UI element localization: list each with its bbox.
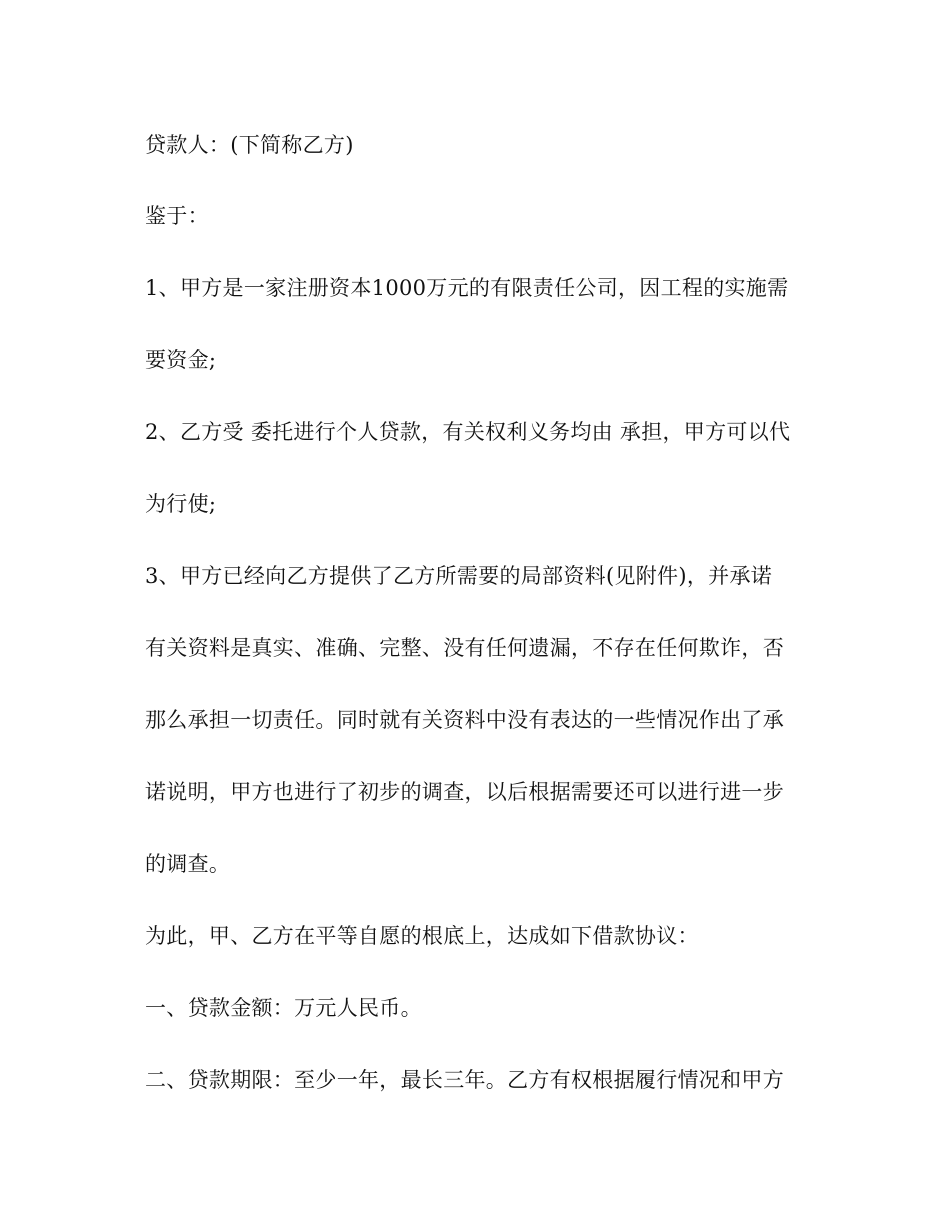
clause-2-line-1: 2、乙方受 委托进行个人贷款，有关权利义务均由 承担，甲方可以代 — [145, 420, 791, 444]
clause-1-line-2: 要资金; — [145, 348, 217, 372]
clause-3-line-4: 诺说明，甲方也进行了初步的调查，以后根据需要还可以进行进一步 — [145, 780, 784, 804]
agreement-intro-line: 为此，甲、乙方在平等自愿的根底上，达成如下借款协议： — [145, 924, 699, 948]
lender-line: 贷款人：(下简称乙方) — [145, 133, 354, 157]
clause-2-line-2: 为行使; — [145, 492, 217, 516]
clause-3-line-3: 那么承担一切责任。同时就有关资料中没有表达的一些情况作出了承 — [145, 708, 784, 732]
loan-term-line: 二、贷款期限：至少一年，最长三年。乙方有权根据履行情况和甲方 — [145, 1068, 784, 1092]
clause-1-line-1: 1、甲方是一家注册资本1000万元的有限责任公司，因工程的实施需 — [145, 276, 789, 300]
loan-amount-line: 一、贷款金额：万元人民币。 — [145, 996, 422, 1020]
clause-3-line-5: 的调查。 — [145, 852, 231, 876]
clause-3-line-1: 3、甲方已经向乙方提供了乙方所需要的局部资料(见附件)，并承诺 — [145, 564, 773, 588]
clause-3-line-2: 有关资料是真实、准确、完整、没有任何遗漏，不存在任何欺诈，否 — [145, 636, 784, 660]
whereas-heading: 鉴于： — [145, 204, 209, 228]
